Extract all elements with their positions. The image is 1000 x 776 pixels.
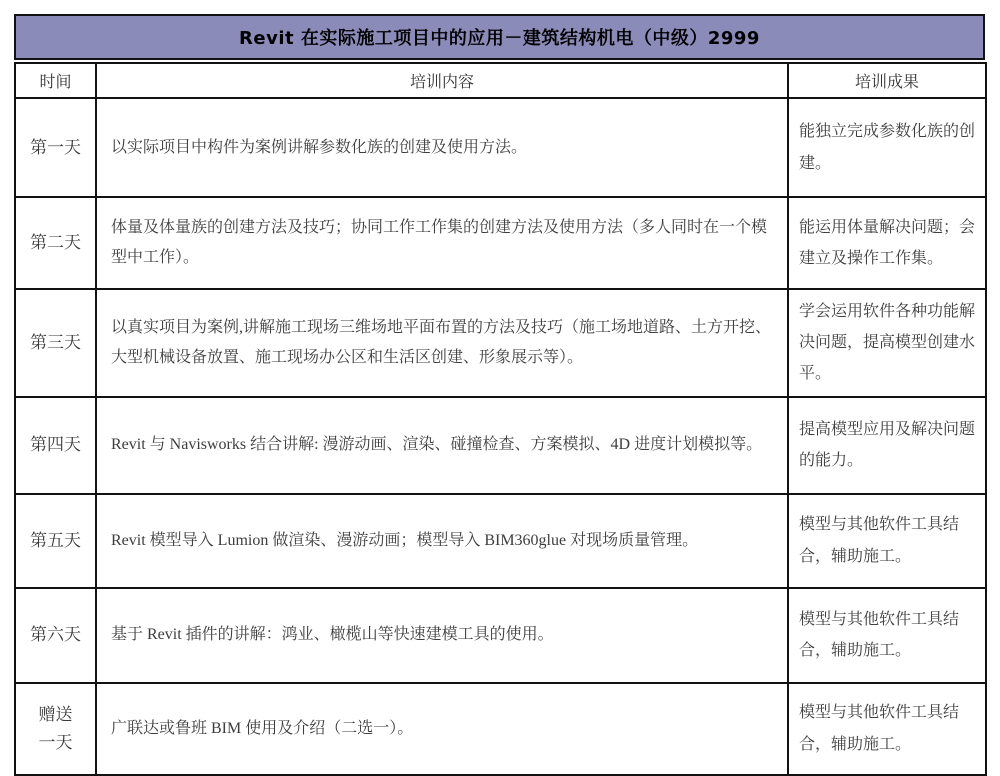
content-cell: Revit 与 Navisworks 结合讲解: 漫游动画、渲染、碰撞检查、方案模拟、4D 进度计划模拟等。: [96, 397, 788, 494]
table-row: [15, 494, 986, 588]
day-cell: 赠送 一天: [15, 683, 96, 775]
table-row: [15, 197, 986, 289]
training-schedule-table: [14, 62, 987, 776]
day-cell: 第六天: [15, 588, 96, 683]
table-row: [15, 289, 986, 397]
content-cell: 广联达或鲁班 BIM 使用及介绍（二选一）。: [96, 683, 788, 775]
title-bar: [14, 14, 985, 60]
content-cell: 以真实项目为案例,讲解施工现场三维场地平面布置的方法及技巧（施工场地道路、土方开挖、大型机械设备放置、施工现场办公区和生活区创建、形象展示等）。: [96, 289, 788, 397]
content-cell: 基于 Revit 插件的讲解：鸿业、橄榄山等快速建模工具的使用。: [96, 588, 788, 683]
column-header-content: 培训内容: [96, 63, 788, 98]
column-header-time: 时间: [15, 63, 96, 98]
course-title: Revit 在实际施工项目中的应用－建筑结构机电（中级）2999: [239, 28, 760, 49]
day-cell: 第二天: [15, 197, 96, 289]
result-cell: 能运用体量解决问题；会建立及操作工作集。: [788, 197, 986, 289]
result-cell: 能独立完成参数化族的创建。: [788, 98, 986, 197]
table-row: [15, 397, 986, 494]
column-header-result: 培训成果: [788, 63, 986, 98]
result-cell: 模型与其他软件工具结合，辅助施工。: [788, 683, 986, 775]
result-cell: 模型与其他软件工具结合，辅助施工。: [788, 588, 986, 683]
table-row: [15, 98, 986, 197]
content-cell: 体量及体量族的创建方法及技巧；协同工作工作集的创建方法及使用方法（多人同时在一个模型中工作）。: [96, 197, 788, 289]
day-cell: 第四天: [15, 397, 96, 494]
day-cell: 第五天: [15, 494, 96, 588]
content-cell: 以实际项目中构件为案例讲解参数化族的创建及使用方法。: [96, 98, 788, 197]
day-cell: 第一天: [15, 98, 96, 197]
header-row: [15, 63, 986, 98]
result-cell: 学会运用软件各种功能解决问题，提高模型创建水平。: [788, 289, 986, 397]
table-row: [15, 683, 986, 775]
document-page: [14, 14, 985, 776]
content-cell: Revit 模型导入 Lumion 做渲染、漫游动画；模型导入 BIM360glue 对现场质量管理。: [96, 494, 788, 588]
result-cell: 提高模型应用及解决问题的能力。: [788, 397, 986, 494]
table-row: [15, 588, 986, 683]
day-cell: 第三天: [15, 289, 96, 397]
result-cell: 模型与其他软件工具结合，辅助施工。: [788, 494, 986, 588]
